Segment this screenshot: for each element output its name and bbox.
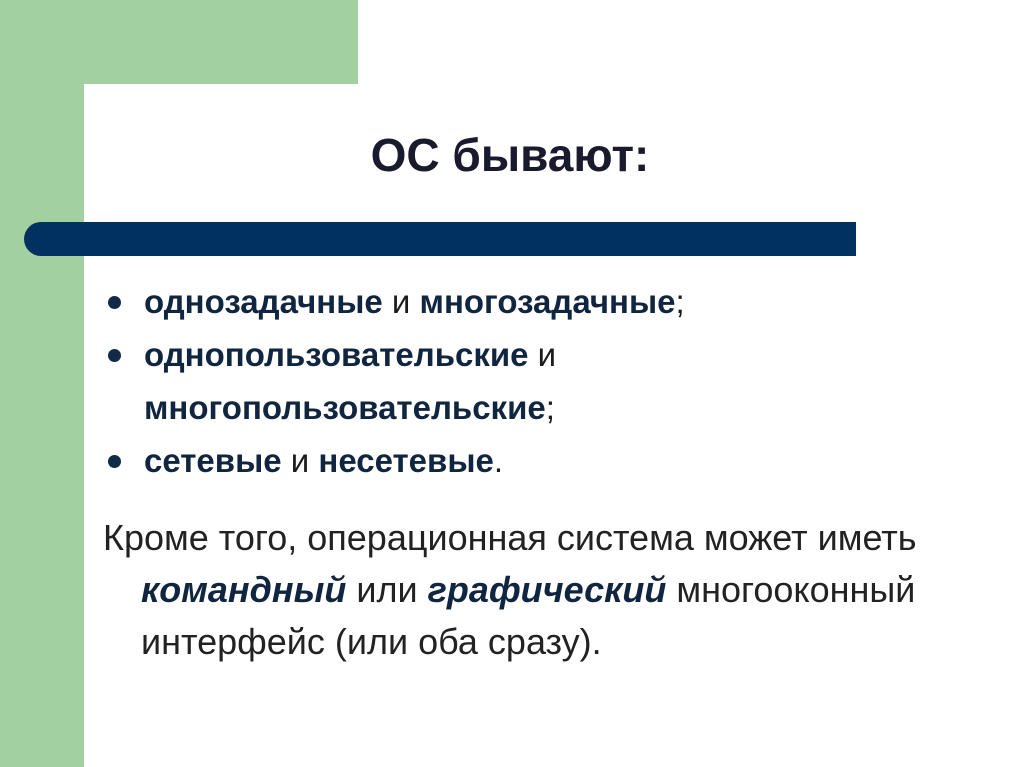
paragraph-text: Кроме того, операционная система может иметь <box>103 517 917 558</box>
paragraph-emphasis: графический <box>427 569 667 610</box>
bullet-list <box>106 275 966 487</box>
bullet-dot-icon <box>108 296 121 309</box>
bullet-term: сетевые <box>144 442 282 479</box>
bullet-term: однозадачные <box>144 283 383 320</box>
body-paragraph <box>103 512 1021 668</box>
bullet-term: многопользовательские <box>144 389 546 426</box>
bullet-dot-icon <box>108 455 121 468</box>
bullet-punctuation: ; <box>675 283 685 320</box>
bullet-punctuation: ; <box>545 389 555 426</box>
decor-green-top-band <box>0 0 358 84</box>
decor-green-left-band <box>0 0 84 767</box>
bullet-item <box>106 275 966 328</box>
paragraph-text: или <box>346 569 428 610</box>
bullet-connector: и <box>281 442 319 479</box>
bullet-dot-icon <box>108 349 121 362</box>
bullet-term: многозадачные <box>419 283 676 320</box>
bullet-item <box>106 328 966 434</box>
bullet-connector: и <box>382 283 420 320</box>
decor-navy-bar <box>24 222 856 256</box>
slide-title: ОС бывают: <box>370 129 650 181</box>
bullet-term: несетевые <box>318 442 494 479</box>
bullet-item <box>106 434 966 487</box>
bullet-term: однопользовательские <box>144 336 529 373</box>
paragraph-emphasis: командный <box>141 569 347 610</box>
bullet-punctuation: . <box>493 442 504 479</box>
bullet-connector: и <box>528 336 557 373</box>
paragraph-text: многооконный интерфейс (или оба сразу). <box>141 569 916 662</box>
